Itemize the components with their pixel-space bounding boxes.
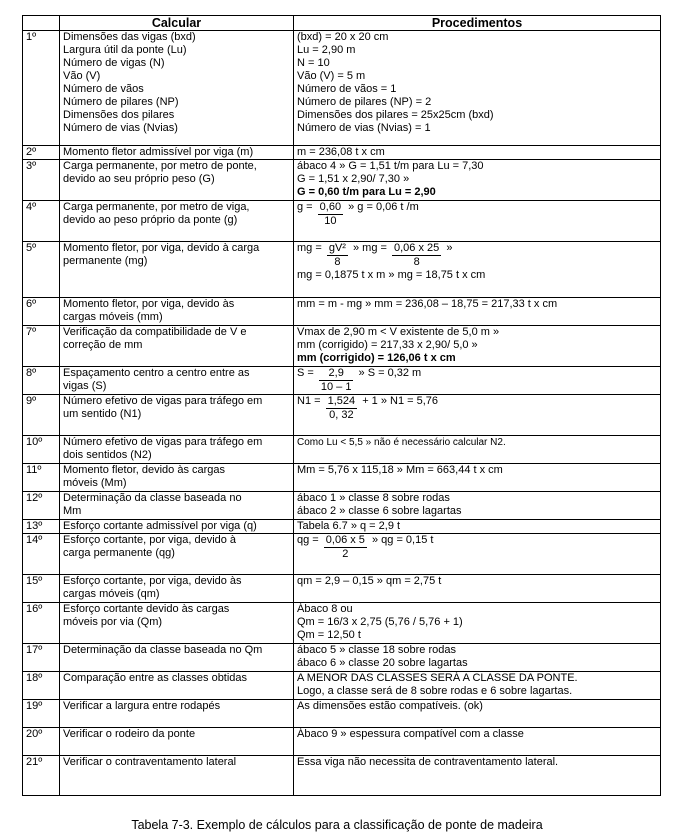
fraction-denominator: 8 (334, 256, 341, 268)
calc-line: Verificação da compatibilidade de V e (63, 326, 247, 338)
header-procedimentos: Procedimentos (294, 16, 661, 31)
procedure-line (297, 395, 657, 422)
calc-line: Momento fletor, por viga, devido à carga (63, 242, 260, 254)
calc-cell (60, 520, 294, 534)
calc-line: Verificar a largura entre rodapés (63, 700, 221, 712)
calc-cell (60, 436, 294, 464)
procedure-cell (294, 395, 661, 436)
step-number: 17º (23, 644, 60, 672)
formula-text: » mg = (349, 242, 390, 254)
calc-line: cargas móveis (mm) (63, 311, 163, 323)
calc-line: dois sentidos (N2) (63, 449, 152, 461)
procedure-line: As dimensões estão compatíveis. (ok) (297, 700, 483, 712)
calc-line: devido ao peso próprio da ponte (g) (63, 214, 238, 226)
fraction-numerator: 1,524 (327, 395, 356, 407)
procedure-cell (294, 160, 661, 201)
fraction (318, 201, 343, 228)
formula-text: + 1 » N1 = 5,76 (359, 395, 439, 407)
calc-line: Esforço cortante, por viga, devido à (63, 534, 237, 546)
calc-cell (60, 31, 294, 146)
procedure-cell (294, 326, 661, 367)
procedure-line: Logo, a classe será de 8 sobre rodas e 6 sobre lagartas. (297, 685, 573, 697)
formula-text: g = (297, 201, 316, 213)
procedure-line (297, 367, 657, 394)
procedure-line: ábaco 6 » classe 20 sobre lagartas (297, 657, 468, 669)
table-row (23, 436, 661, 464)
step-number: 19º (23, 700, 60, 728)
calc-line: permanente (mg) (63, 255, 148, 267)
formula-text: » g = 0,06 t /m (345, 201, 419, 213)
procedure-cell (294, 492, 661, 520)
calc-cell (60, 298, 294, 326)
calc-line: Dimensões das vigas (bxd) (63, 31, 196, 43)
procedure-line (297, 201, 657, 228)
table-row (23, 672, 661, 700)
calc-line: Esforço cortante admissível por viga (q) (63, 520, 257, 532)
table-row (23, 326, 661, 367)
calc-line: carga permanente (qg) (63, 547, 175, 559)
procedure-cell (294, 603, 661, 644)
procedure-cell (294, 201, 661, 242)
calc-line: Verificar o contraventamento lateral (63, 756, 237, 768)
calc-cell (60, 367, 294, 395)
table-row (23, 201, 661, 242)
formula-text: » (443, 242, 453, 254)
table-row (23, 756, 661, 796)
procedure-line: Essa viga não necessita de contraventamento lateral. (297, 756, 559, 768)
procedure-cell (294, 534, 661, 575)
calc-line: vigas (S) (63, 380, 107, 392)
step-number: 6º (23, 298, 60, 326)
procedure-line: G = 0,60 t/m para Lu = 2,90 (297, 186, 436, 198)
calc-cell (60, 160, 294, 201)
calc-cell (60, 644, 294, 672)
procedure-cell (294, 644, 661, 672)
step-number: 16º (23, 603, 60, 644)
step-number: 10º (23, 436, 60, 464)
calc-cell (60, 395, 294, 436)
step-number: 5º (23, 242, 60, 298)
formula-text: » qg = 0,15 t (368, 534, 434, 546)
procedure-cell (294, 520, 661, 534)
step-number: 13º (23, 520, 60, 534)
fraction-numerator: 0,60 (319, 201, 342, 213)
step-number: 4º (23, 201, 60, 242)
step-number: 21º (23, 756, 60, 796)
calc-line: Momento fletor, devido às cargas (63, 464, 226, 476)
table-row (23, 644, 661, 672)
fraction (326, 395, 358, 422)
procedure-cell (294, 367, 661, 395)
fraction-denominator: 10 (324, 215, 337, 227)
table-row (23, 31, 661, 146)
calc-line: correção de mm (63, 339, 143, 351)
calc-line: Número efetivo de vigas para tráfego em (63, 436, 263, 448)
calc-cell (60, 242, 294, 298)
procedure-cell (294, 298, 661, 326)
calc-line: Verificar o rodeiro da ponte (63, 728, 196, 740)
procedure-line: (bxd) = 20 x 20 cm (297, 31, 389, 43)
calc-line: Carga permanente, por metro de viga, (63, 201, 250, 213)
fraction-numerator: 0,06 x 25 (394, 242, 440, 254)
procedure-line: Vão (V) = 5 m (297, 70, 366, 82)
fraction-numerator: gV² (328, 242, 346, 254)
formula-text: qg = (297, 534, 322, 546)
procedure-line: Número de pilares (NP) = 2 (297, 96, 432, 108)
calc-cell (60, 464, 294, 492)
fraction-denominator: 0, 32 (329, 409, 354, 421)
procedure-cell (294, 672, 661, 700)
table-row (23, 603, 661, 644)
table-header-row (23, 16, 661, 31)
calc-line: devido ao seu próprio peso (G) (63, 173, 215, 185)
calc-cell (60, 672, 294, 700)
calc-line: um sentido (N1) (63, 408, 142, 420)
calc-line: Determinação da classe baseada no (63, 492, 242, 504)
procedure-line: Ábaco 9 » espessura compatível com a classe (297, 728, 524, 740)
calc-line: Dimensões dos pilares (63, 109, 175, 121)
calc-line: Número de vigas (N) (63, 57, 165, 69)
calc-line: Comparação entre as classes obtidas (63, 672, 248, 684)
fraction (324, 534, 367, 561)
calc-cell (60, 728, 294, 756)
step-number: 1º (23, 31, 60, 146)
step-number: 7º (23, 326, 60, 367)
procedure-cell (294, 31, 661, 146)
calc-line: Largura útil da ponte (Lu) (63, 44, 187, 56)
calc-line: cargas móveis (qm) (63, 588, 160, 600)
procedure-line: ábaco 4 » G = 1,51 t/m para Lu = 7,30 (297, 160, 484, 172)
calc-line: Espaçamento centro a centro entre as (63, 367, 250, 379)
table-row (23, 700, 661, 728)
procedure-line: Número de vias (Nvias) = 1 (297, 122, 431, 134)
procedure-line (297, 534, 657, 561)
calc-line: móveis (Mm) (63, 477, 127, 489)
step-number: 11º (23, 464, 60, 492)
step-number: 3º (23, 160, 60, 201)
formula-text: S = (297, 367, 317, 379)
calc-cell (60, 492, 294, 520)
calc-cell (60, 575, 294, 603)
calc-cell (60, 700, 294, 728)
procedure-line: A MENOR DAS CLASSES SERÁ A CLASSE DA PONTE. (297, 672, 578, 684)
procedure-cell (294, 242, 661, 298)
calc-cell (60, 201, 294, 242)
step-number: 2º (23, 146, 60, 160)
table-row (23, 367, 661, 395)
procedure-line: Número de vãos = 1 (297, 83, 397, 95)
calc-line: Momento fletor admissível por viga (m) (63, 146, 254, 158)
procedure-line: mm = m - mg » mm = 236,08 – 18,75 = 217,33 t x cm (297, 298, 558, 310)
procedure-line (297, 242, 657, 269)
table-row (23, 575, 661, 603)
header-number (23, 16, 60, 31)
procedure-line: Vmax de 2,90 m < V existente de 5,0 m » (297, 326, 500, 338)
procedure-line: qm = 2,9 – 0,15 » qm = 2,75 t (297, 575, 442, 587)
procedure-line: N = 10 (297, 57, 330, 69)
table-row (23, 298, 661, 326)
calc-cell (60, 146, 294, 160)
calc-cell (60, 534, 294, 575)
table-row (23, 464, 661, 492)
calc-line: Mm (63, 505, 82, 517)
step-number: 20º (23, 728, 60, 756)
fraction-denominator: 10 – 1 (320, 381, 352, 393)
formula-text: N1 = (297, 395, 324, 407)
procedure-line: mm (corrigido) = 126,06 t x cm (297, 352, 456, 364)
fraction-denominator: 8 (413, 256, 420, 268)
formula-text: » S = 0,32 m (355, 367, 422, 379)
fraction (319, 367, 354, 394)
fraction-numerator: 0,06 x 5 (325, 534, 365, 546)
procedure-line: m = 236,08 t x cm (297, 146, 385, 158)
fraction (392, 242, 441, 269)
calc-line: Determinação da classe baseada no Qm (63, 644, 263, 656)
procedure-cell (294, 436, 661, 464)
procedure-line: Qm = 12,50 t (297, 629, 361, 641)
table-row (23, 242, 661, 298)
procedure-line: Qm = 16/3 x 2,75 (5,76 / 5,76 + 1) (297, 616, 463, 628)
calc-line: Esforço cortante devido às cargas (63, 603, 230, 615)
calculation-table (22, 15, 661, 796)
calc-line: Número de pilares (NP) (63, 96, 179, 108)
table-row (23, 520, 661, 534)
procedure-line: ábaco 5 » classe 18 sobre rodas (297, 644, 456, 656)
procedure-line: mg = 0,1875 t x m » mg = 18,75 t x cm (297, 269, 486, 281)
calc-line: Carga permanente, por metro de ponte, (63, 160, 257, 172)
procedure-line: ábaco 1 » classe 8 sobre rodas (297, 492, 450, 504)
procedure-line: Tabela 6.7 » q = 2,9 t (297, 520, 401, 532)
procedure-line: ábaco 2 » classe 6 sobre lagartas (297, 505, 462, 517)
calc-line: móveis por via (Qm) (63, 616, 163, 628)
procedure-cell (294, 728, 661, 756)
procedure-cell (294, 146, 661, 160)
table-caption: Tabela 7-3. Exemplo de cálculos para a classificação de ponte de madeira (131, 818, 543, 832)
procedure-line: Como Lu < 5,5 » não é necessário calcular N2. (297, 437, 506, 448)
header-calcular: Calcular (60, 16, 294, 31)
calc-cell (60, 326, 294, 367)
procedure-line: G = 1,51 x 2,90/ 7,30 » (297, 173, 410, 185)
step-number: 12º (23, 492, 60, 520)
procedure-line: Ábaco 8 ou (297, 603, 353, 615)
procedure-line: Lu = 2,90 m (297, 44, 356, 56)
table-row (23, 395, 661, 436)
step-number: 14º (23, 534, 60, 575)
calc-line: Momento fletor, por viga, devido às (63, 298, 235, 310)
procedure-cell (294, 575, 661, 603)
step-number: 18º (23, 672, 60, 700)
calc-line: Número efetivo de vigas para tráfego em (63, 395, 263, 407)
procedure-cell (294, 464, 661, 492)
procedure-cell (294, 700, 661, 728)
formula-text: mg = (297, 242, 325, 254)
procedure-line: Dimensões dos pilares = 25x25cm (bxd) (297, 109, 494, 121)
step-number: 8º (23, 367, 60, 395)
fraction-numerator: 2,9 (319, 367, 354, 381)
calc-cell (60, 756, 294, 796)
calc-cell (60, 603, 294, 644)
procedure-line: mm (corrigido) = 217,33 x 2,90/ 5,0 » (297, 339, 478, 351)
table-row (23, 160, 661, 201)
table-row (23, 146, 661, 160)
step-number: 15º (23, 575, 60, 603)
calc-line: Número de vias (Nvias) (63, 122, 178, 134)
step-number: 9º (23, 395, 60, 436)
fraction (327, 242, 348, 269)
fraction-denominator: 2 (342, 548, 349, 560)
table-row (23, 534, 661, 575)
calc-line: Vão (V) (63, 70, 101, 82)
procedure-cell (294, 756, 661, 796)
procedure-line: Mm = 5,76 x 115,18 » Mm = 663,44 t x cm (297, 464, 503, 476)
calc-line: Esforço cortante, por viga, devido às (63, 575, 242, 587)
table-row (23, 728, 661, 756)
table-row (23, 492, 661, 520)
calc-line: Número de vãos (63, 83, 144, 95)
